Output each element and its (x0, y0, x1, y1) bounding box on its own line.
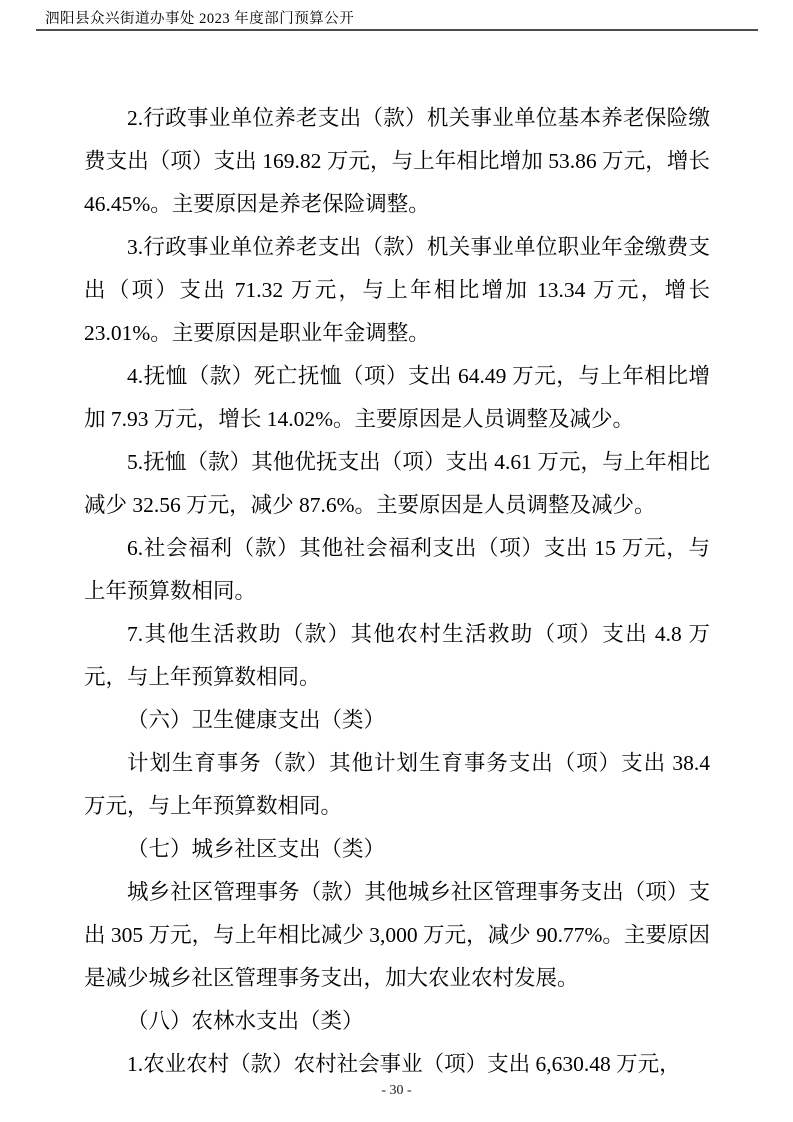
section-heading: （六）卫生健康支出（类） (127, 708, 386, 732)
section-heading: （八）农林水支出（类） (127, 1009, 364, 1033)
header-title: 泗阳县众兴街道办事处 2023 年度部门预算公开 (45, 11, 355, 27)
body-paragraph: 计划生育事务（款）其他计划生育事务支出（项）支出 38.4 万元，与上年预算数相同。 (84, 751, 710, 818)
section-heading: （七）城乡社区支出（类） (127, 837, 386, 861)
body-paragraph: 3.行政事业单位养老支出（款）机关事业单位职业年金缴费支出（项）支出 71.32 万元，与上年相比增加 13.34 万元，增长 23.01%。主要原因是职业年金调整。 (84, 235, 710, 345)
body-paragraph: 6.社会福利（款）其他社会福利支出（项）支出 15 万元，与上年预算数相同。 (84, 536, 710, 603)
page-number: - 30 - (381, 1083, 412, 1098)
page-footer (0, 1082, 793, 1100)
body-paragraph: 2.行政事业单位养老支出（款）机关事业单位基本养老保险缴费支出（项）支出 169.82 万元，与上年相比增加 53.86 万元，增长 46.45%。主要原因是养老保险调整。 (84, 106, 710, 216)
body-paragraph: 7.其他生活救助（款）其他农村生活救助（项）支出 4.8 万元，与上年预算数相同。 (84, 622, 710, 689)
page-header (36, 0, 758, 31)
body-paragraph: 城乡社区管理事务（款）其他城乡社区管理事务支出（项）支出 305 万元，与上年相比减少 3,000 万元，减少 90.77%。主要原因是减少城乡社区管理事务支出，加大农业农村发展。 (84, 880, 710, 990)
body-paragraph: 4.抚恤（款）死亡抚恤（项）支出 64.49 万元，与上年相比增加 7.93 万元，增长 14.02%。主要原因是人员调整及减少。 (84, 364, 710, 431)
document-body (84, 97, 710, 1086)
body-paragraph: 1.农业农村（款）农村社会事业（项）支出 6,630.48 万元， (127, 1052, 681, 1076)
body-paragraph: 5.抚恤（款）其他优抚支出（项）支出 4.61 万元，与上年相比减少 32.56 万元，减少 87.6%。主要原因是人员调整及减少。 (84, 450, 710, 517)
